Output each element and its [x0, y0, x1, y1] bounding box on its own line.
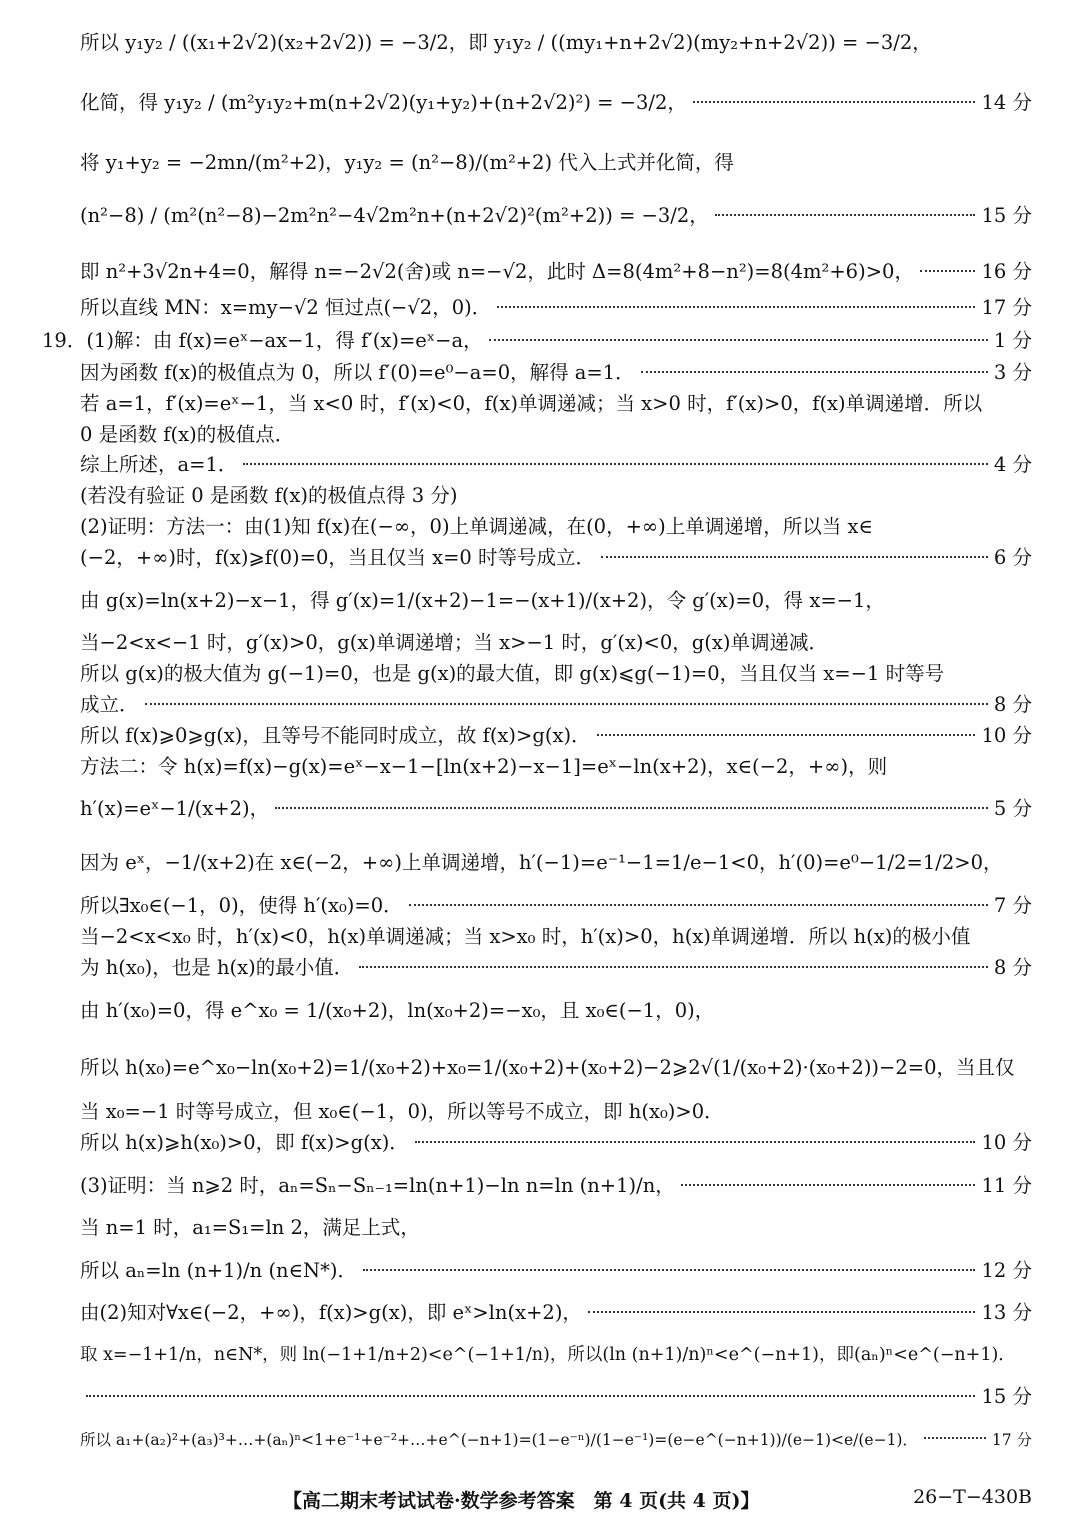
line-text: 所以直线 MN：x=my−√2 恒过点(−√2，0)．	[80, 296, 492, 319]
answer-line-7	[42, 328, 1032, 354]
leader-dots	[409, 904, 988, 906]
answer-line-4	[80, 203, 1032, 229]
score-label: 14 分	[981, 91, 1032, 114]
answer-line-1	[80, 30, 1032, 56]
score-label: 8 分	[993, 693, 1032, 716]
leader-dots	[145, 703, 988, 705]
answer-line-2	[80, 90, 1032, 116]
score-label: 11 分	[981, 1174, 1032, 1197]
answer-line-19	[80, 723, 1032, 749]
line-text: 将 y₁+y₂ = −2mn/(m²+2)，y₁y₂ = (n²−8)/(m²+2) 代入上式并化简，得	[80, 151, 734, 174]
line-text: 取 x=−1+1/n，n∈N*，则 ln(−1+1/n+2)<e^(−1+1/n)，所以(ln (n+1)/n)ⁿ<e^(−n+1)，即(aₙ)ⁿ<e^(−n+1)．	[80, 1345, 1016, 1365]
line-text: h′(x)=eˣ−1/(x+2)，	[80, 797, 270, 820]
line-text: 所以 y₁y₂ / ((x₁+2√2)(x₂+2√2)) = −3/2，即 y₁y₂ / ((my₁+n+2√2)(my₂+n+2√2)) = −3/2，	[80, 31, 932, 54]
leader-dots	[681, 1184, 976, 1186]
leader-dots	[715, 214, 976, 216]
answer-line-11	[80, 452, 1032, 478]
answer-line-18	[80, 692, 1032, 718]
footer-title: 【高二期末考试试卷·数学参考答案 第 4 页(共 4 页)】	[283, 1490, 760, 1512]
leader-dots	[597, 734, 976, 736]
line-text: 所以 f(x)⩾0⩾g(x)，且等号不能同时成立，故 f(x)>g(x)．	[80, 724, 591, 747]
leader-dots	[363, 1269, 976, 1271]
answer-line-30	[80, 1173, 1032, 1199]
line-text: (若没有验证 0 是函数 f(x)的极值点得 3 分)	[80, 484, 458, 507]
score-label: 17 分	[991, 1431, 1032, 1449]
answer-line-29	[80, 1130, 1032, 1156]
line-text: 19．(1)解：由 f(x)=eˣ−ax−1，得 f′(x)=eˣ−a，	[42, 329, 483, 352]
line-text: (n²−8) / (m²(n²−8)−2m²n²−4√2m²n+(n+2√2)²(m²+2)) = −3/2，	[80, 204, 709, 227]
score-label: 6 分	[993, 546, 1032, 569]
line-text: 化简，得 y₁y₂ / (m²y₁y₂+m(n+2√2)(y₁+y₂)+(n+2√2)²) = −3/2，	[80, 91, 687, 114]
answer-line-20	[80, 754, 1032, 780]
answer-line-16	[80, 630, 1032, 656]
answer-line-12	[80, 483, 1032, 509]
leader-dots	[693, 101, 976, 103]
line-text: 所以 h(x₀)=e^x₀−ln(x₀+2)=1/(x₀+2)+x₀=1/(x₀+2)+(x₀+2)−2⩾2√(1/(x₀+2)·(x₀+2))−2=0，当且仅	[80, 1056, 1015, 1079]
answer-line-24	[80, 924, 1032, 950]
answer-line-34	[80, 1342, 1032, 1368]
line-text: 当 x₀=−1 时等号成立，但 x₀∈(−1，0)，所以等号不成立，即 h(x₀)>0．	[80, 1100, 724, 1123]
line-text: (2)证明：方法一：由(1)知 f(x)在(−∞，0)上单调递减，在(0，+∞)上单调递增，所以当 x∈	[80, 515, 873, 538]
line-text: 所以 aₙ=ln (n+1)/n (n∈N*)．	[80, 1259, 357, 1282]
line-text: 综上所述，a=1．	[80, 453, 238, 476]
line-text: 当−2<x<−1 时，g′(x)>0，g(x)单调递增；当 x>−1 时，g′(x)<0，g(x)单调递减．	[80, 631, 828, 654]
score-label: 1 分	[993, 329, 1032, 352]
line-text: 由 h′(x₀)=0，得 e^x₀ = 1/(x₀+2)，ln(x₀+2)=−x₀，且 x₀∈(−1，0)，	[80, 999, 715, 1022]
leader-dots	[588, 1311, 976, 1313]
leader-dots	[601, 556, 988, 558]
line-text: 由(2)知对∀x∈(−2，+∞)，f(x)>g(x)，即 eˣ>ln(x+2)，	[80, 1301, 582, 1324]
score-label: 10 分	[981, 1131, 1032, 1154]
line-text: 由 g(x)=ln(x+2)−x−1，得 g′(x)=1/(x+2)−1=−(x+1)/(x+2)，令 g′(x)=0，得 x=−1，	[80, 589, 885, 612]
score-label: 10 分	[981, 724, 1032, 747]
leader-dots	[641, 371, 988, 373]
line-text: (3)证明：当 n⩾2 时，aₙ=Sₙ−Sₙ₋₁=ln(n+1)−ln n=ln (n+1)/n，	[80, 1174, 675, 1197]
answer-line-13	[80, 514, 1032, 540]
line-text: 因为函数 f(x)的极值点为 0，所以 f′(0)=e⁰−a=0，解得 a=1．	[80, 361, 635, 384]
answer-line-33	[80, 1300, 1032, 1326]
score-label: 5 分	[993, 797, 1032, 820]
score-label: 7 分	[993, 894, 1032, 917]
leader-dots	[86, 1395, 975, 1397]
line-text: 因为 eˣ，−1/(x+2)在 x∈(−2，+∞)上单调递增，h′(−1)=e⁻¹−1=1/e−1<0，h′(0)=e⁰−1/2=1/2>0，	[80, 851, 1003, 874]
answer-line-5	[80, 259, 1032, 285]
answer-line-14	[80, 545, 1032, 571]
answer-line-27	[80, 1055, 1032, 1081]
score-label: 3 分	[993, 361, 1032, 384]
leader-dots	[275, 807, 988, 809]
line-text: (−2，+∞)时，f(x)⩾f(0)=0，当且仅当 x=0 时等号成立．	[80, 546, 596, 569]
leader-dots	[920, 270, 976, 272]
score-label: 15 分	[981, 204, 1032, 227]
answer-line-28	[80, 1099, 1032, 1125]
line-text: 方法二：令 h(x)=f(x)−g(x)=eˣ−x−1−[ln(x+2)−x−1]=eˣ−ln(x+2)，x∈(−2，+∞)，则	[80, 755, 888, 778]
answer-line-17	[80, 661, 1032, 687]
line-text: 所以 a₁+(a₂)²+(a₃)³+…+(aₙ)ⁿ<1+e⁻¹+e⁻²+…+e^(−n+1)=(1−e⁻ⁿ)/(1−e⁻¹)=(e−e^(−n+1))/(e−1)<e/(e−1)．	[80, 1431, 918, 1449]
line-text: 0 是函数 f(x)的极值点．	[80, 423, 295, 446]
leader-dots	[489, 339, 988, 341]
answer-line-31	[80, 1215, 1032, 1241]
line-text: 所以∃x₀∈(−1，0)，使得 h′(x₀)=0．	[80, 894, 403, 917]
answer-line-10	[80, 422, 1032, 448]
answer-line-9	[80, 391, 1032, 417]
line-text: 若 a=1，f′(x)=eˣ−1，当 x<0 时，f′(x)<0，f(x)单调递减；当 x>0 时，f′(x)>0，f(x)单调递增．所以	[80, 392, 983, 415]
score-label: 16 分	[981, 260, 1032, 283]
line-text: 当−2<x<x₀ 时，h′(x)<0，h(x)单调递减；当 x>x₀ 时，h′(x)>0，h(x)单调递增．所以 h(x)的极小值	[80, 925, 971, 948]
answer-line-15	[80, 588, 1032, 614]
line-text: 所以 g(x)的极大值为 g(−1)=0，也是 g(x)的最大值，即 g(x)⩽g(−1)=0，当且仅当 x=−1 时等号	[80, 662, 945, 685]
answer-line-8	[80, 360, 1032, 386]
score-label: 15 分	[981, 1385, 1032, 1408]
line-text: 即 n²+3√2n+4=0，解得 n=−2√2(舍)或 n=−√2，此时 Δ=8(4m²+8−n²)=8(4m²+6)>0，	[80, 260, 914, 283]
answer-line-22	[80, 850, 1032, 876]
page-footer	[0, 1486, 1080, 1516]
leader-dots	[415, 1141, 976, 1143]
leader-dots	[497, 306, 975, 308]
score-label: 8 分	[993, 956, 1032, 979]
answer-line-32	[80, 1258, 1032, 1284]
answer-line-6	[80, 295, 1032, 321]
answer-line-26	[80, 998, 1032, 1024]
answer-line-23	[80, 893, 1032, 919]
answer-line-35	[80, 1384, 1032, 1410]
score-label: 4 分	[993, 453, 1032, 476]
leader-dots	[924, 1437, 986, 1439]
line-text: 成立．	[80, 693, 139, 716]
answer-line-36	[80, 1427, 1032, 1453]
line-text: 当 n=1 时，a₁=S₁=ln 2，满足上式，	[80, 1216, 420, 1239]
line-text: 为 h(x₀)，也是 h(x)的最小值．	[80, 956, 354, 979]
answer-line-3	[80, 150, 1032, 176]
footer-code: 26−T−430B	[913, 1486, 1032, 1508]
answer-line-21	[80, 796, 1032, 822]
leader-dots	[359, 966, 988, 968]
score-label: 17 分	[981, 296, 1032, 319]
score-label: 13 分	[981, 1301, 1032, 1324]
line-text: 所以 h(x)⩾h(x₀)>0，即 f(x)>g(x)．	[80, 1131, 409, 1154]
leader-dots	[243, 463, 988, 465]
score-label: 12 分	[981, 1259, 1032, 1282]
answer-line-25	[80, 955, 1032, 981]
